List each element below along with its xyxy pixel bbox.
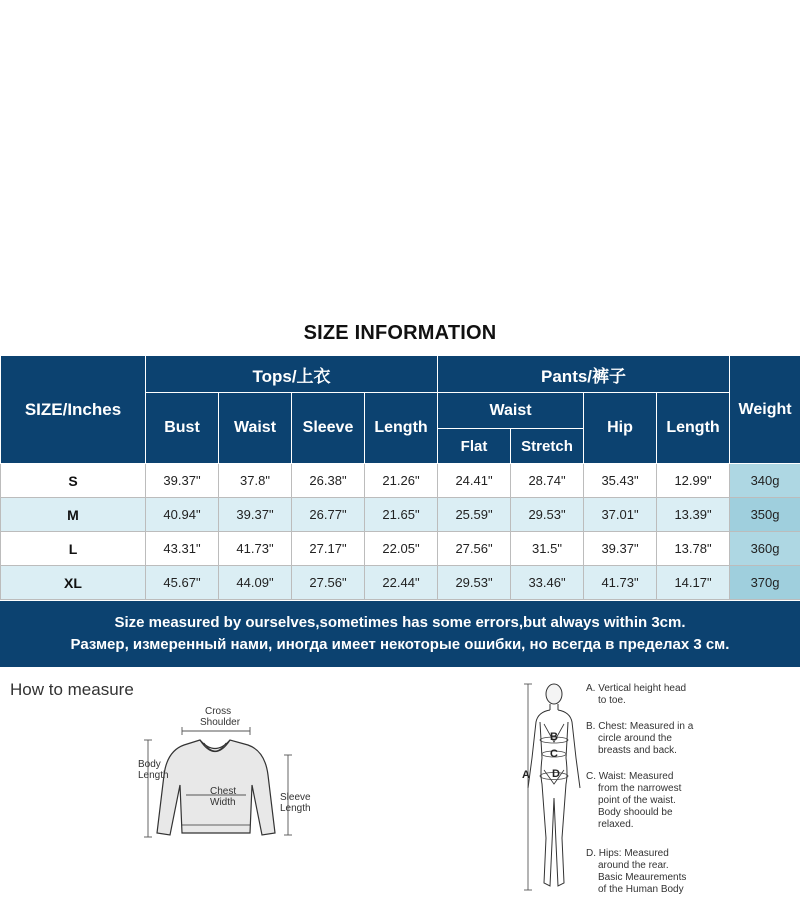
legend-d-line2: around the rear. bbox=[598, 860, 669, 871]
legend-c-line4: Body shoould be bbox=[598, 807, 673, 818]
hip-cell: 39.37" bbox=[584, 532, 657, 566]
sleeve-length-label-2: Length bbox=[280, 803, 311, 814]
label-c: C bbox=[550, 748, 558, 760]
sleeve-cell: 27.17" bbox=[292, 532, 365, 566]
bust-cell: 40.94" bbox=[146, 498, 219, 532]
size-table bbox=[0, 355, 800, 600]
col-bust: Bust bbox=[146, 393, 219, 464]
human-figure-outline bbox=[528, 684, 580, 886]
size-cell: M bbox=[1, 498, 146, 532]
legend-c bbox=[586, 771, 698, 831]
waist-cell: 37.8" bbox=[219, 464, 292, 498]
legend-a-line1: A. Vertical height head bbox=[586, 683, 687, 694]
measurement-note bbox=[0, 601, 800, 667]
table-row bbox=[1, 566, 800, 600]
legend-b bbox=[586, 721, 698, 757]
pants-length-cell: 13.78" bbox=[657, 532, 730, 566]
legend-c-line2: from the narrowest bbox=[598, 783, 682, 794]
hip-cell: 41.73" bbox=[584, 566, 657, 600]
length-cell: 22.44" bbox=[365, 566, 438, 600]
col-pants-length: Length bbox=[657, 393, 730, 464]
note-english: Size measured by ourselves,sometimes has some errors,but always within 3cm. bbox=[114, 614, 686, 631]
size-cell: XL bbox=[1, 566, 146, 600]
weight-cell: 370g bbox=[730, 566, 800, 600]
legend-d-line3: Basic Meaurements bbox=[598, 872, 687, 883]
length-cell: 21.65" bbox=[365, 498, 438, 532]
waist-cell: 41.73" bbox=[219, 532, 292, 566]
flat-cell: 24.41" bbox=[438, 464, 511, 498]
sleeve-cell: 27.56" bbox=[292, 566, 365, 600]
weight-cell: 340g bbox=[730, 464, 800, 498]
col-flat: Flat bbox=[438, 429, 511, 464]
length-cell: 22.05" bbox=[365, 532, 438, 566]
legend-b-line2: circle around the bbox=[598, 733, 672, 744]
legend-d-line1: D. Hips: Measured bbox=[586, 848, 669, 859]
table-row bbox=[1, 464, 800, 498]
legend-b-line3: breasts and back. bbox=[598, 745, 677, 756]
stretch-cell: 33.46" bbox=[511, 566, 584, 600]
stretch-cell: 31.5" bbox=[511, 532, 584, 566]
legend-c-line3: point of the waist. bbox=[598, 795, 676, 806]
pants-length-cell: 12.99" bbox=[657, 464, 730, 498]
sleeve-length-label-1: Sleeve bbox=[280, 792, 311, 803]
table-row bbox=[1, 498, 800, 532]
pants-length-cell: 13.39" bbox=[657, 498, 730, 532]
weight-cell: 350g bbox=[730, 498, 800, 532]
weight-header: Weight bbox=[730, 356, 800, 464]
legend-d-line4: of the Human Body bbox=[598, 884, 684, 895]
how-to-measure-title: How to measure bbox=[10, 680, 134, 699]
hip-cell: 37.01" bbox=[584, 498, 657, 532]
chest-width-label-2: Width bbox=[210, 797, 236, 808]
pants-length-cell: 14.17" bbox=[657, 566, 730, 600]
size-information-title: SIZE INFORMATION bbox=[303, 322, 497, 344]
flat-cell: 25.59" bbox=[438, 498, 511, 532]
note-russian: Размер, измеренный нами, иногда имеет некоторые ошибки, но всегда в пределах 3 см. bbox=[70, 636, 730, 653]
label-a: A bbox=[522, 769, 530, 781]
size-cell: L bbox=[1, 532, 146, 566]
legend-d bbox=[586, 848, 698, 896]
col-sleeve: Sleeve bbox=[292, 393, 365, 464]
cross-shoulder-label-2: Shoulder bbox=[200, 717, 241, 728]
label-d: D bbox=[552, 768, 560, 780]
bust-cell: 43.31" bbox=[146, 532, 219, 566]
legend-a-line2: to toe. bbox=[598, 695, 626, 706]
waist-cell: 39.37" bbox=[219, 498, 292, 532]
pants-header: Pants/裤子 bbox=[438, 356, 730, 393]
size-cell: S bbox=[1, 464, 146, 498]
label-b: B bbox=[550, 731, 558, 743]
col-waist: Waist bbox=[219, 393, 292, 464]
measure-rings bbox=[524, 684, 568, 890]
body-measurement-figure bbox=[510, 678, 590, 906]
cross-shoulder-label-1: Cross bbox=[205, 706, 232, 717]
stretch-cell: 28.74" bbox=[511, 464, 584, 498]
stretch-cell: 29.53" bbox=[511, 498, 584, 532]
weight-cell: 360g bbox=[730, 532, 800, 566]
sleeve-cell: 26.38" bbox=[292, 464, 365, 498]
sleeve-cell: 26.77" bbox=[292, 498, 365, 532]
chest-width-label-1: Chest bbox=[210, 786, 237, 797]
flat-cell: 29.53" bbox=[438, 566, 511, 600]
body-length-label-2: Length bbox=[138, 770, 169, 781]
bust-cell: 39.37" bbox=[146, 464, 219, 498]
legend-b-line1: B. Chest: Measured in a bbox=[586, 721, 694, 732]
length-cell: 21.26" bbox=[365, 464, 438, 498]
tops-header: Tops/上衣 bbox=[146, 356, 438, 393]
col-stretch: Stretch bbox=[511, 429, 584, 464]
legend-a bbox=[586, 683, 698, 707]
flat-cell: 27.56" bbox=[438, 532, 511, 566]
body-length-label-1: Body bbox=[138, 759, 161, 770]
sweater-diagram bbox=[130, 705, 320, 860]
table-row bbox=[1, 532, 800, 566]
waist-cell: 44.09" bbox=[219, 566, 292, 600]
col-pants-waist: Waist bbox=[438, 393, 584, 429]
size-header: SIZE/Inches bbox=[1, 356, 146, 464]
legend-c-line5: relaxed. bbox=[598, 819, 634, 830]
legend-c-line1: C. Waist: Measured bbox=[586, 771, 674, 782]
bust-cell: 45.67" bbox=[146, 566, 219, 600]
col-hip: Hip bbox=[584, 393, 657, 464]
hip-cell: 35.43" bbox=[584, 464, 657, 498]
col-length: Length bbox=[365, 393, 438, 464]
